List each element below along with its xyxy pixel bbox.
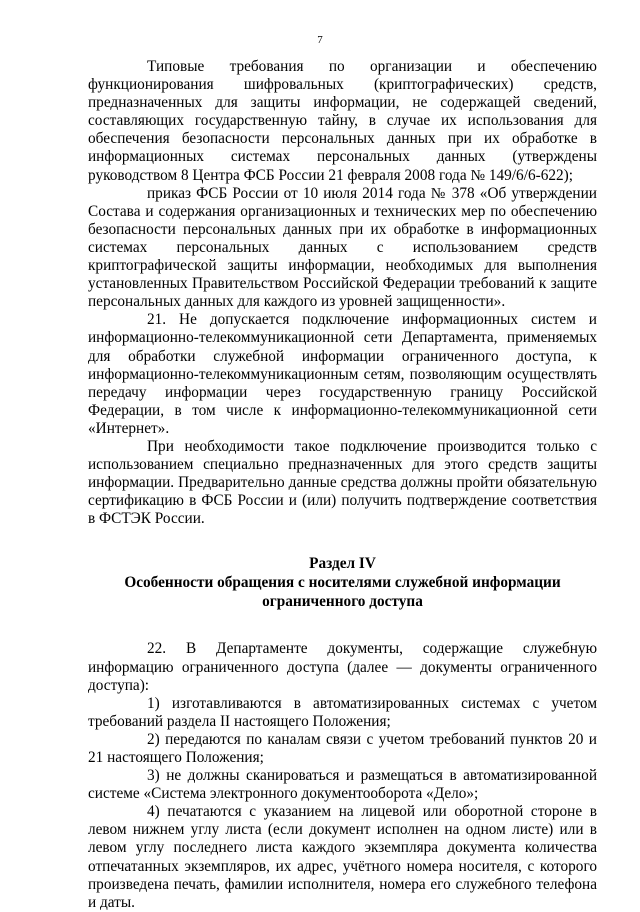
spacer bbox=[88, 528, 597, 554]
section-title-line-1: Особенности обращения с носителями служебной информации bbox=[124, 574, 561, 592]
paragraph-21: 21. Не допускается подключение информационных систем и информационно-телекоммуникационной сети Департамента, применяемых для обработки служебной информации ограниченного доступа, к информационно-телекоммуникационным сетям, позволяющим осуществлять передачу информации через государственную границу Российской Федерации, в том числе к информационно-телекоммуникационной сети «Интернет». bbox=[88, 311, 597, 437]
paragraph-22: 22. В Департаменте документы, содержащие служебную информацию ограниченного доступа (далее — документы ограниченного доступа): bbox=[88, 640, 597, 694]
list-item-1: 1) изготавливаются в автоматизированных системах с учетом требований раздела II настоящего Положения; bbox=[88, 694, 597, 730]
page-number: 7 bbox=[317, 34, 323, 46]
section-number: Раздел IV bbox=[309, 555, 376, 573]
paragraph-fsb-typical-requirements: Типовые требования по организации и обеспечению функционирования шифровальных (криптографических) средств, предназначенных для защиты информации, не содержащей сведений, составляющих государственную тайну, в случае их использования для обеспечения безопасности персональных данных при их обработке в информационных системах персональных данных (утверждены руководством 8 Центра ФСБ России 21 февраля 2008 года № 149/6/6-622); bbox=[88, 58, 597, 184]
section-title-line-2: ограниченного доступа bbox=[262, 593, 423, 611]
document-body bbox=[88, 58, 597, 912]
list-item-2: 2) передаются по каналам связи с учетом требований пунктов 20 и 21 настоящего Положения; bbox=[88, 730, 597, 766]
paragraph-connection-conditions: При необходимости такое подключение производится только с использованием специально предназначенных для этого средств защиты информации. Предварительно данные средства должны пройти обязательную сертификацию в ФСБ России и (или) получить подтверждение соответствия в ФСТЭК России. bbox=[88, 437, 597, 528]
spacer bbox=[88, 611, 597, 640]
section-heading bbox=[88, 554, 597, 611]
list-item-3: 3) не должны сканироваться и размещаться в автоматизированной системе «Система электронного документооборота «Дело»; bbox=[88, 767, 597, 803]
list-item-4: 4) печатаются с указанием на лицевой или оборотной стороне в левом нижнем углу листа (если документ исполнен на одном листе) или в левом углу последнего листа каждого экземпляра документа количества отпечатанных экземпляров, их адрес, учётного номера носителя, с которого произведена печать, фамилии исполнителя, номера его служебного телефона и даты. bbox=[88, 803, 597, 911]
paragraph-fsb-order-378: приказ ФСБ России от 10 июля 2014 года № 378 «Об утверждении Состава и содержания организационных и технических мер по обеспечению безопасности персональных данных при их обработке в информационных системах персональных данных с использованием средств криптографической защиты информации, необходимых для выполнения установленных Правительством Российской Федерации требований к защите персональных данных для каждого из уровней защищенности». bbox=[88, 184, 597, 311]
